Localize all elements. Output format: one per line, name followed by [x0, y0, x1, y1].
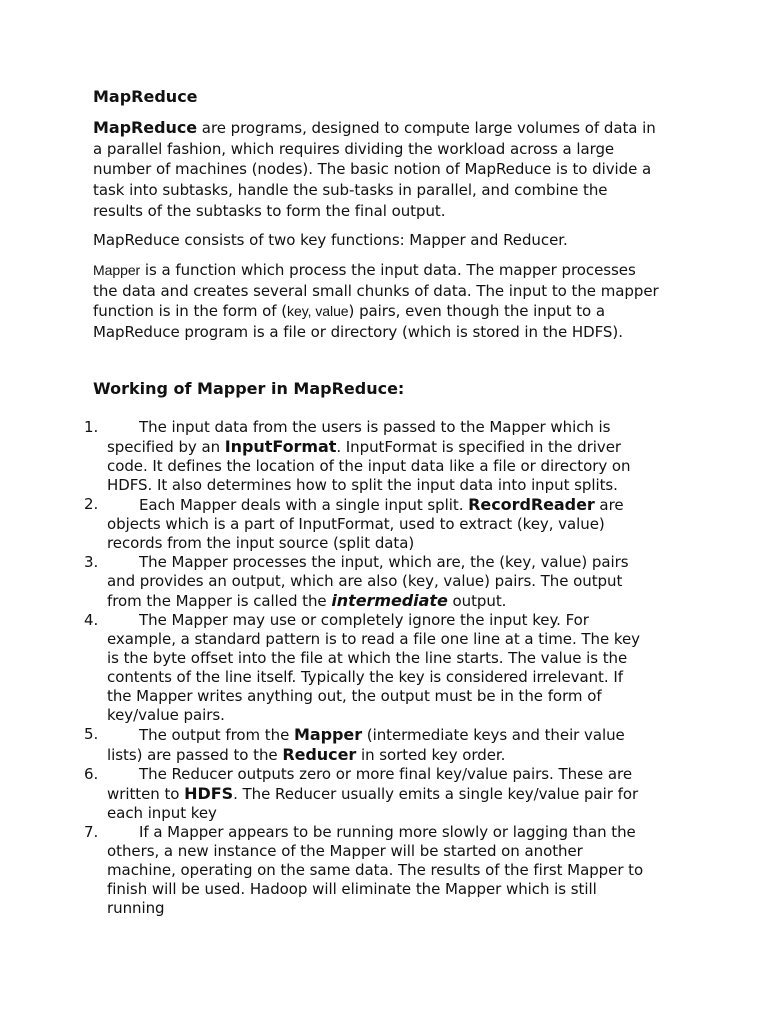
mapper-steps-list	[0, 418, 700, 918]
key-value-term: key, value	[287, 303, 349, 320]
intro-paragraph: MapReduce are programs, designed to compute large volumes of data in a parallel fashion, which requires dividing the workload across a large number of machines (nodes). The basic notion of MapReduce is to divide a task into subtasks, handle the sub-tasks in parallel, and combine the results of the subtasks to form the final output.	[93, 118, 656, 220]
list-item: 4. The Mapper may use or completely ignore the input key. For example, a standard pattern is to read a file one line at a time. The key is the byte offset into the file at which the line starts. The value is the contents of the line itself. Typically the key is considered irrelevant. If the Mapper writes anything out, the output must be in the form of key/value pairs.	[84, 611, 640, 724]
list-item: 3. The Mapper processes the input, which are, the (key, value) pairs and provides an output, which are also (key, value) pairs. The output from the Mapper is called the intermediate output.	[84, 553, 629, 610]
list-item: 6. The Reducer outputs zero or more final key/value pairs. These are written to HDFS. The Reducer usually emits a single key/value pair for each input key	[84, 765, 639, 822]
list-item: 1. The input data from the users is passed to the Mapper which is specified by an InputFormat. InputFormat is specified in the driver code. It defines the location of the input data like a file or directory on HDFS. It also determines how to split the input data into input splits.	[84, 418, 631, 494]
key-functions-paragraph: MapReduce consists of two key functions: Mapper and Reducer.	[93, 231, 568, 249]
list-item: 7. If a Mapper appears to be running more slowly or lagging than the others, a new instance of the Mapper will be started on another machine, operating on the same data. The results of the first Mapper to finish will be used. Hadoop will eliminate the Mapper which is still running	[84, 823, 644, 917]
mapper-lead: Mapper	[93, 262, 141, 278]
list-item: 5. The output from the Mapper (intermediate keys and their value lists) are passed to the Reducer in sorted key order.	[84, 725, 625, 764]
document-title: MapReduce	[93, 87, 198, 106]
mapper-paragraph: Mapper is a function which process the input data. The mapper processes the data and creates several small chunks of data. The input to the mapper function is in the form of (key, value) pairs, even though the input to a MapReduce program is a file or directory (which is stored in the HDFS).	[93, 261, 659, 342]
section-heading: Working of Mapper in MapReduce:	[93, 379, 405, 398]
intro-lead: MapReduce	[93, 118, 198, 137]
list-item: 2. Each Mapper deals with a single input split. RecordReader are objects which is a part of InputFormat, used to extract (key, value) records from the input source (split data)	[84, 495, 624, 552]
